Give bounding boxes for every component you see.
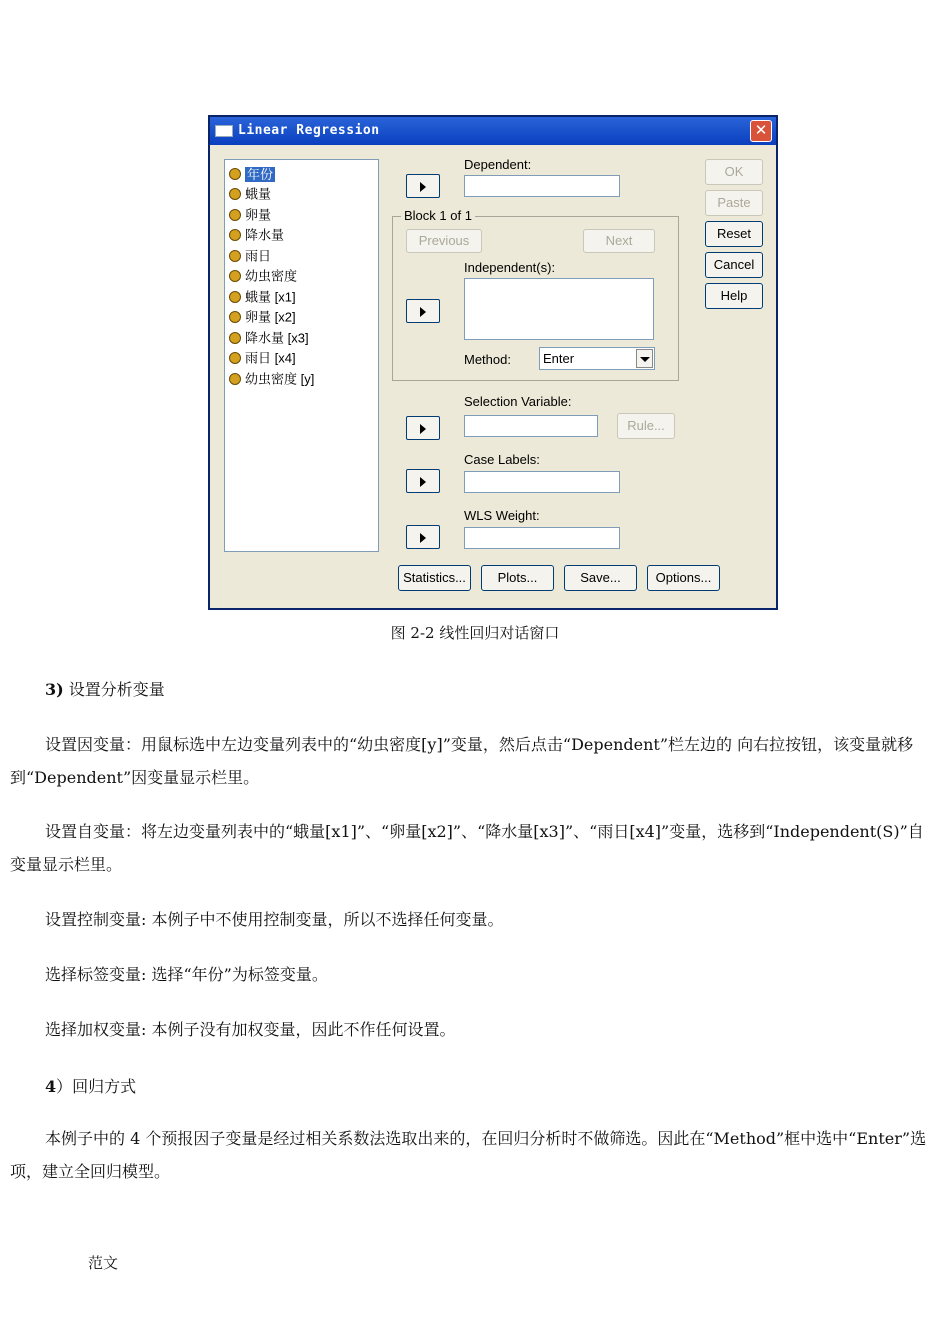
variable-item[interactable]: 雨日 [x4]: [229, 348, 296, 368]
window-icon: [215, 125, 233, 137]
method-value: Enter: [543, 351, 575, 366]
variable-icon: [229, 250, 241, 262]
variable-item[interactable]: 降水量 [x3]: [229, 328, 309, 348]
variable-item[interactable]: 幼虫密度 [y]: [229, 369, 314, 389]
variable-icon: [229, 168, 241, 180]
ok-button[interactable]: OK: [705, 159, 763, 185]
section-3-number: 3): [45, 680, 64, 699]
variable-icon: [229, 229, 241, 241]
block-label: Block 1 of 1: [401, 208, 475, 223]
dependent-label: Dependent:: [464, 157, 532, 172]
next-button[interactable]: Next: [583, 229, 655, 253]
variable-list[interactable]: [224, 159, 379, 552]
section-4-number: 4: [45, 1077, 57, 1096]
cancel-button[interactable]: Cancel: [705, 252, 763, 278]
variable-icon: [229, 311, 241, 323]
reset-button[interactable]: Reset: [705, 221, 763, 247]
previous-button[interactable]: Previous: [406, 229, 482, 253]
method-label: Method:: [464, 352, 511, 367]
help-button[interactable]: Help: [705, 283, 763, 309]
linear-regression-dialog: [208, 115, 778, 610]
case-labels-field[interactable]: [464, 471, 620, 493]
case-labels-label: Case Labels:: [464, 452, 540, 467]
rule-button[interactable]: Rule...: [617, 413, 675, 439]
dependent-move-button[interactable]: [406, 174, 440, 198]
variable-icon: [229, 188, 241, 200]
statistics-button[interactable]: Statistics...: [398, 565, 471, 591]
variable-icon: [229, 209, 241, 221]
variable-item[interactable]: 幼虫密度: [229, 266, 297, 286]
independent-list[interactable]: [464, 278, 654, 340]
figure-caption: 图 2-2 线性回归对话窗口: [390, 624, 560, 642]
wls-weight-field[interactable]: [464, 527, 620, 549]
options-button[interactable]: Options...: [647, 565, 720, 591]
variable-item[interactable]: 卵量 [x2]: [229, 307, 296, 327]
independent-move-button[interactable]: [406, 299, 440, 323]
variable-item[interactable]: 年份: [229, 164, 275, 184]
variable-item[interactable]: 蛾量 [x1]: [229, 287, 296, 307]
plots-button[interactable]: Plots...: [481, 565, 554, 591]
paragraph-weight: 选择加权变量: 本例子没有加权变量，因此不作任何设置。: [45, 1020, 456, 1039]
wls-weight-move-button[interactable]: [406, 525, 440, 549]
dependent-field[interactable]: [464, 175, 620, 197]
title-bar[interactable]: [210, 117, 776, 145]
variable-icon: [229, 352, 241, 364]
variable-item[interactable]: 降水量: [229, 225, 284, 245]
variable-item[interactable]: 蛾量: [229, 184, 271, 204]
case-labels-move-button[interactable]: [406, 469, 440, 493]
footer-text: 范文: [88, 1254, 119, 1272]
section-3-title: 设置分析变量: [68, 680, 165, 699]
variable-icon: [229, 332, 241, 344]
chevron-down-icon[interactable]: [636, 349, 653, 368]
selection-variable-label: Selection Variable:: [464, 394, 572, 409]
variable-icon: [229, 291, 241, 303]
paste-button[interactable]: Paste: [705, 190, 763, 216]
paragraph-dependent: 设置因变量：用鼠标选中左边变量列表中的“幼虫密度[y]”变量，然后点击“Dependent”栏左边的 向右拉按钮，该变量就移到“Dependent”因变量显示栏里。: [10, 735, 914, 787]
selection-variable-field[interactable]: [464, 415, 598, 437]
block-group: [392, 208, 679, 381]
method-select[interactable]: [539, 347, 655, 370]
selection-variable-move-button[interactable]: [406, 416, 440, 440]
paragraph-label: 选择标签变量: 选择“年份”为标签变量。: [45, 965, 328, 984]
close-icon[interactable]: ✕: [750, 120, 772, 142]
section-4-heading: [45, 1074, 136, 1097]
wls-weight-label: WLS Weight:: [464, 508, 540, 523]
paragraph-method: 本例子中的 4 个预报因子变量是经过相关系数法选取出来的，在回归分析时不做筛选。因此在“Method”框中选中“Enter”选项，建立全回归模型。: [10, 1129, 927, 1181]
dialog-title: Linear Regression: [238, 123, 380, 138]
paragraph-independent: 设置自变量：将左边变量列表中的“蛾量[x1]”、“卵量[x2]”、“降水量[x3]”、“雨日[x4]”变量，选移到“Independent(S)”自变量显示栏里。: [10, 822, 924, 874]
section-3-heading: [45, 677, 165, 700]
variable-item[interactable]: 卵量: [229, 205, 271, 225]
save-button[interactable]: Save...: [564, 565, 637, 591]
variable-item[interactable]: 雨日: [229, 246, 271, 266]
independent-label: Independent(s):: [464, 260, 556, 275]
paragraph-control: 设置控制变量: 本例子中不使用控制变量，所以不选择任何变量。: [45, 910, 504, 929]
variable-icon: [229, 270, 241, 282]
variable-icon: [229, 373, 241, 385]
section-4-title: ）回归方式: [56, 1077, 137, 1096]
